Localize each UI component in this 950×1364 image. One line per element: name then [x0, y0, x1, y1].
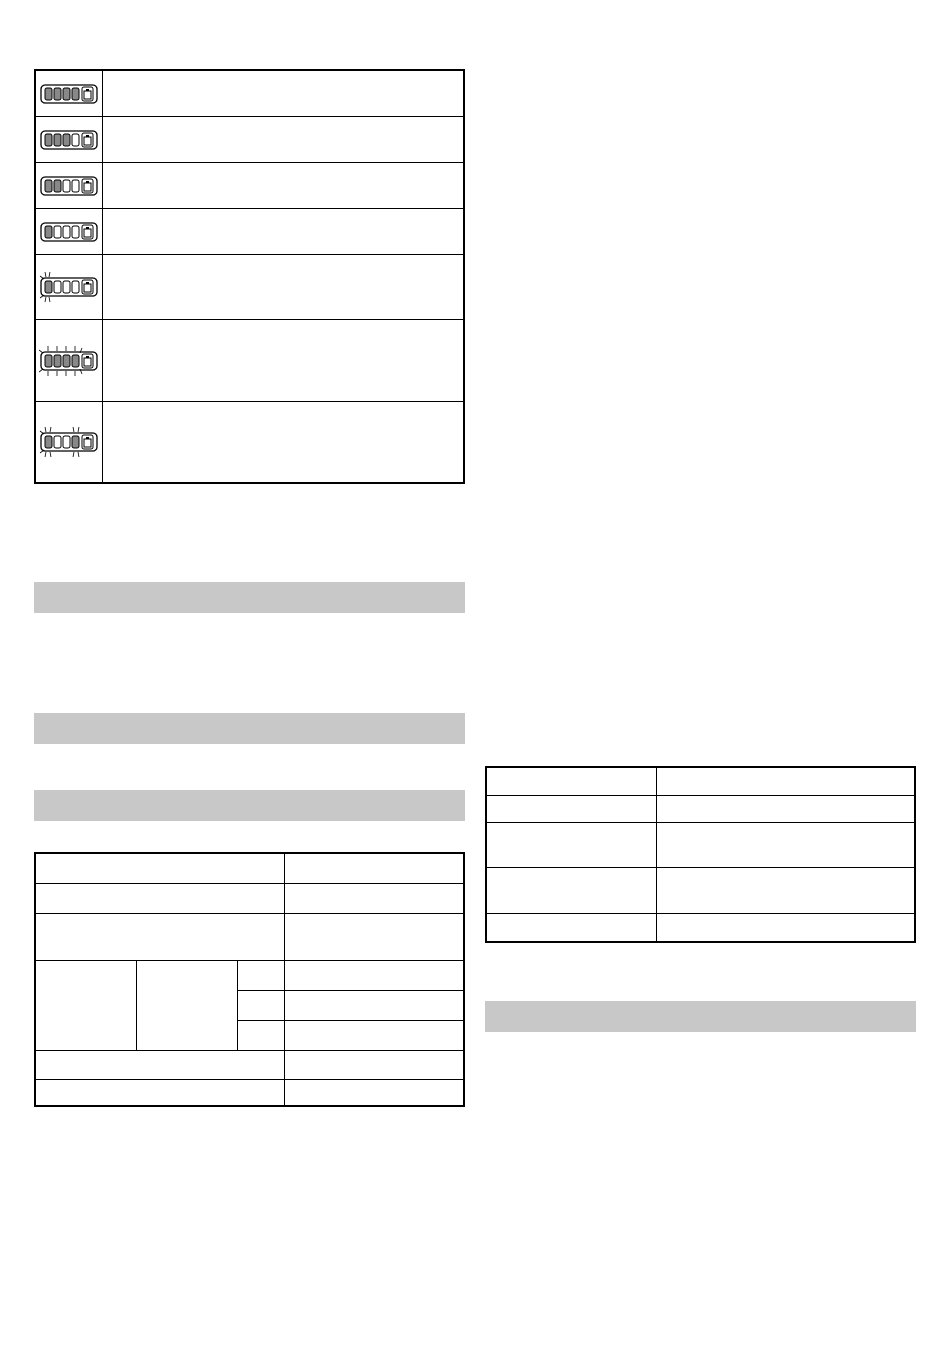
table-cell	[486, 767, 656, 795]
table-row	[35, 960, 464, 990]
battery-1-bar-blinking-icon	[36, 255, 103, 319]
indicator-row	[36, 209, 463, 255]
indicator-row	[36, 117, 463, 163]
indicator-row	[36, 402, 463, 482]
table-cell	[656, 795, 915, 822]
battery-indicator-table	[34, 69, 465, 484]
table-cell	[486, 795, 656, 822]
table-row	[35, 1050, 464, 1079]
battery-4-bars-icon	[36, 71, 103, 116]
table-cell	[284, 853, 464, 883]
table-cell	[284, 1079, 464, 1106]
battery-outer-bars-blinking-icon	[36, 402, 103, 482]
section-heading-bar	[485, 1001, 916, 1032]
table-group-cell	[136, 960, 237, 1050]
table-cell	[35, 883, 284, 913]
table-cell	[486, 867, 656, 913]
table-cell	[656, 767, 915, 795]
table-row	[486, 913, 915, 942]
table-cell	[656, 913, 915, 942]
table-cell	[486, 822, 656, 867]
specifications-table	[34, 852, 465, 1107]
table-group-cell	[35, 960, 136, 1050]
table-cell	[237, 1020, 284, 1050]
table-header-row	[35, 853, 464, 883]
battery-2-bars-icon	[36, 163, 103, 208]
table-cell	[35, 1050, 284, 1079]
indicator-description	[103, 163, 463, 208]
indicator-row	[36, 71, 463, 117]
indicator-row	[36, 255, 463, 320]
section-heading-bar	[34, 790, 465, 821]
table-cell	[284, 1050, 464, 1079]
battery-1-bar-icon	[36, 209, 103, 254]
section-heading-bar	[34, 713, 465, 744]
table-row	[35, 913, 464, 960]
indicator-description	[103, 255, 463, 319]
table-row	[35, 883, 464, 913]
table-cell	[656, 822, 915, 867]
info-table	[485, 766, 916, 943]
indicator-description	[103, 117, 463, 162]
table-cell	[284, 990, 464, 1020]
indicator-row	[36, 320, 463, 402]
indicator-description	[103, 402, 463, 482]
table-header-row	[486, 767, 915, 795]
indicator-description	[103, 71, 463, 116]
table-cell	[284, 913, 464, 960]
battery-all-bars-blinking-icon	[36, 320, 103, 401]
table-cell	[656, 867, 915, 913]
table-row	[35, 1079, 464, 1106]
table-cell	[35, 853, 284, 883]
table-cell	[284, 960, 464, 990]
indicator-row	[36, 163, 463, 209]
table-row	[486, 822, 915, 867]
table-cell	[237, 960, 284, 990]
table-cell	[35, 913, 284, 960]
indicator-description	[103, 209, 463, 254]
table-cell	[284, 883, 464, 913]
table-cell	[237, 990, 284, 1020]
table-row	[486, 795, 915, 822]
table-cell	[486, 913, 656, 942]
table-cell	[284, 1020, 464, 1050]
table-cell	[35, 1079, 284, 1106]
section-heading-bar	[34, 582, 465, 613]
battery-3-bars-icon	[36, 117, 103, 162]
table-row	[486, 867, 915, 913]
indicator-description	[103, 320, 463, 401]
